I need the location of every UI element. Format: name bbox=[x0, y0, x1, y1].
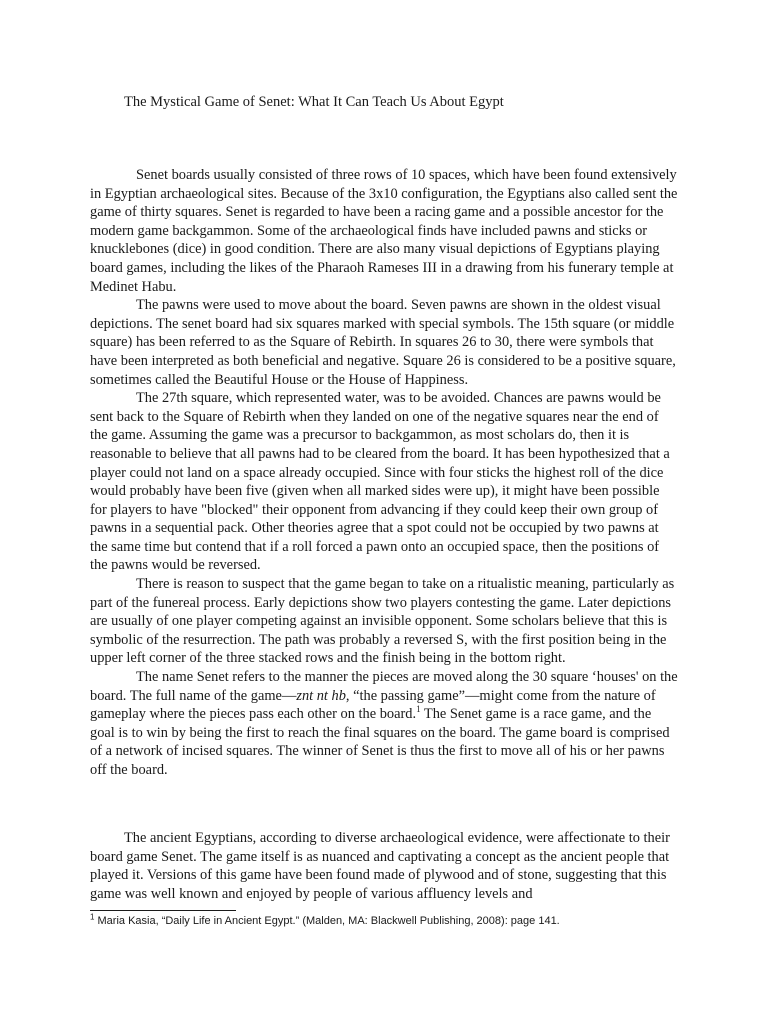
paragraph-2: The pawns were used to move about the board. Seven pawns are shown in the oldest visual depictions. The senet board had six squares marked with special symbols. The 15th square (or middle square) has been referred to as the Square of Rebirth. In squares 26 to 30, there were symbols that have been interpreted as both beneficial and negative. Square 26 is considered to be a positive square, sometimes called the Beautiful House or the House of Happiness. bbox=[90, 297, 676, 388]
paragraph-5-part-3: The Senet game is a race game, and the goal is to win by being the first to reach the final squares on the board. The game board is comprised of a network of incised squares. The winner of Senet is thus the first to move all of his or her pawns off the board. bbox=[90, 706, 670, 778]
footnote bbox=[90, 912, 560, 927]
body-text-section-2 bbox=[90, 829, 678, 903]
paragraph-1: Senet boards usually consisted of three rows of 10 spaces, which have been found extensively in Egyptian archaeological sites. Because of the 3x10 configuration, the Egyptians also called sent the game of thirty squares. Senet is regarded to have been a racing game and a possible ancestor for the modern game backgammon. Some of the archaeological finds have included pawns and sticks or knucklebones (dice) in good condition. There are also many visual depictions of Egyptians playing board games, including the likes of the Pharaoh Rameses III in a drawing from his funerary temple at Medinet Habu. bbox=[90, 167, 678, 295]
footnote-number: 1 bbox=[90, 912, 95, 922]
document-title: The Mystical Game of Senet: What It Can Teach Us About Egypt bbox=[124, 94, 504, 110]
paragraph-5-italic-term: znt nt hb bbox=[296, 687, 346, 704]
paragraph-5-part-2: , “the passing game”—might come from the nature of gameplay where the pieces pass each other on the board. bbox=[90, 687, 656, 723]
footnote-separator bbox=[90, 910, 236, 911]
paragraph-6: The ancient Egyptians, according to diverse archaeological evidence, were affectionate to their board game Senet. The game itself is as nuanced and captivating a concept as the ancient people that played it. Versions of this game have been found made of plywood and of stone, suggesting that this game was well known and enjoyed by people of various affluency levels and bbox=[90, 830, 670, 902]
paragraph-5-part-1: The name Senet refers to the manner the pieces are moved along the 30 square ‘houses' on the board. The full name of the game— bbox=[90, 669, 678, 704]
paragraph-5 bbox=[90, 668, 678, 780]
body-text-section-1 bbox=[90, 166, 678, 780]
paragraph-3: The 27th square, which represented water, was to be avoided. Chances are pawns would be sent back to the Square of Rebirth when they landed on one of the negative squares near the end of the game. Assuming the game was a precursor to backgammon, as most scholars do, then it is reasonable to believe that all pawns had to be cleared from the board. It has been hypothesized that a player could not land on a space already occupied. Since with four sticks the highest roll of the dice would probably have been five (given when all marked sides were up), it might have been possible for players to have "blocked" their opponent from advancing if they could keep their own group of pawns in a sequential pack. Other theories agree that a spot could not be occupied by two pawns at the same time but contend that if a roll forced a pawn onto an occupied space, then the positions of the pawns would be reversed. bbox=[90, 390, 670, 574]
footnote-reference[interactable]: 1 bbox=[416, 704, 421, 715]
paragraph-4: There is reason to suspect that the game began to take on a ritualistic meaning, particularly as part of the funereal process. Early depictions show two players contesting the game. Later depictions are usually of one player competing against an invisible opponent. Some scholars believe that this is symbolic of the resurrection. The path was probably a reversed S, with the first position being in the upper left corner of the three stacked rows and the finish being in the bottom right. bbox=[90, 576, 675, 667]
footnote-text: Maria Kasia, “Daily Life in Ancient Egypt.” (Malden, MA: Blackwell Publishing, 2008): page 141. bbox=[94, 915, 560, 927]
